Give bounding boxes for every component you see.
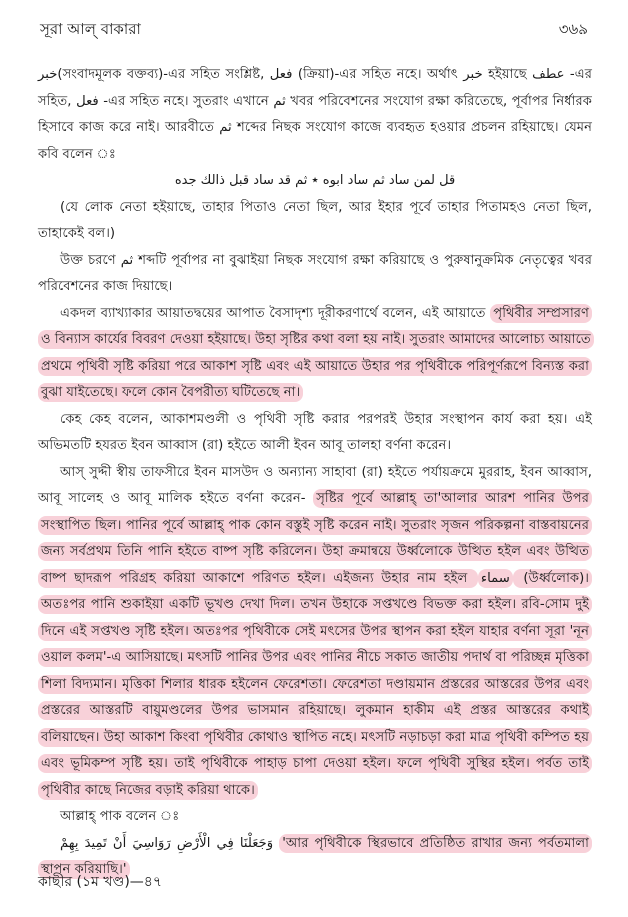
highlighted-passage: পৃথিবীর সম্প্রসারণ ও বিন্যাস কার্যের বিবরণ দেওয়া হইয়াছে। উহা সৃষ্টির কথা বলা হয় নাই। সুতরাং আমাদের আলোচ্য আয়াতে প্রথমে পৃথিবী সৃষ্টি করিয়া পরে আকাশ সৃষ্টি এবং এই আয়াতে উহার পর পৃথিবীকে পরিপূর্ণরূপে বিন্যস্ত করা বুঝা যাইতেছে। ফলে কোন বৈপরীত্য ঘটিতেছে না। bbox=[38, 304, 594, 403]
arabic-word: خبر bbox=[463, 67, 483, 82]
text-run: উক্ত চরণে bbox=[60, 252, 121, 268]
paragraph-6 bbox=[38, 460, 592, 805]
text-run: -এর সহিত নহে। সুতরাং এখানে bbox=[98, 93, 274, 109]
page-footer: কাছীর (১ম খণ্ড)—৪৭ bbox=[38, 874, 162, 890]
text-run: আস্ সুদ্দী স্বীয় তাফসীরে ইবন মাসউদ ও অন্যান্য সাহাবা (রা) হইতে পর্যায়ক্রমে মুররাহ, ইবন আব্বাস, আবূ সালেহ ও আবূ মালিক হইতে বর্ণনা করেন- bbox=[38, 464, 592, 506]
body-text bbox=[38, 62, 592, 884]
paragraph-1 bbox=[38, 62, 592, 168]
paragraph-3 bbox=[38, 248, 592, 301]
page-header bbox=[40, 18, 588, 42]
quran-verse: وَجَعَلْنَا فِي الْأَرْضِ رَوَاسِيَ أَنْ تَمِيدَ بِهِمْ bbox=[60, 835, 274, 851]
highlighted-passage: সৃষ্টির পূর্বে আল্লাহ্ তা'আলার আরশ পানির উপর সংস্থাপিত ছিল। পানির পূর্বে আল্লাহ্ পাক কোন বস্তুই সৃষ্টি করেন নাই। সুতরাং সৃজন পরিকল্পনা বাস্তবায়নের জন্য সর্বপ্রথম তিনি পানি হইতে বাষ্প সৃষ্টি করিলেন। উহা ক্রমান্বয়ে উর্ধ্বলোকে উত্থিত হইল এবং উত্থিত বাষ্প ছাদরূপ পরিগ্রহ করিয়া আকাশে পরিণত হইল। এইজন্য উহার নাম হইল bbox=[38, 489, 592, 588]
arabic-word: ثم bbox=[120, 252, 134, 268]
highlighted-translation: 'আর পৃথিবীকে স্থিরভাবে প্রতিষ্ঠিত রাখার জন্য পর্বতমালা স্থাপন করিয়াছি।' bbox=[38, 834, 592, 880]
arabic-word: عطف bbox=[532, 67, 565, 82]
text-run: হইয়াছে bbox=[482, 67, 533, 82]
text-run: শব্দটি পূর্বাপর না বুঝাইয়া নিছক সংযোগ রক্ষা করিয়াছে ও পুরুষানুক্রমিক নেতৃত্বের খবর পরিবেশনের কাজ দিয়াছে। bbox=[38, 252, 592, 294]
text-run: -এর সহিত, bbox=[38, 67, 592, 109]
text-run: (ক্রিয়া)-এর সহিত নহে। অর্থাৎ bbox=[292, 67, 464, 82]
arabic-word: خبر bbox=[38, 67, 58, 82]
text-run: শব্দের নিছক সংযোগ কাজে ব্যবহৃত হওয়ার প্রচলন রহিয়াছে। যেমন কবি বলেন ঃ bbox=[38, 120, 592, 162]
poem-verse: قل لمن ساد ثم ساد ابوه ٭ ثم قد ساد قبل ذالك جده bbox=[174, 173, 456, 188]
arabic-word: ثم bbox=[273, 93, 286, 109]
paragraph-2: (যে লোক নেতা হইয়াছে, তাহার পিতাও নেতা ছিল, আর ইহার পূর্বে তাহার পিতামহও নেতা ছিল, তাহাকেই বল।) bbox=[38, 199, 592, 241]
running-title: সূরা আল্ বাকারা bbox=[40, 20, 141, 38]
text-run: খবর পরিবেশনের সংযোগ রক্ষা করিতেছে, পূর্বাপর নির্ধারক হিসাবে কাজ করে নাই। আরবীতে bbox=[38, 93, 592, 135]
arabic-word: فعل bbox=[76, 93, 99, 109]
highlighted-passage: (উর্ধ্বলোক)। অতঃপর পানি শুকাইয়া একটি ভূখণ্ড দেখা দিল। তখন উহাকে সপ্তখণ্ডে বিভক্ত করা হইল। রবি-সোম দুই দিনে এই সপ্তখণ্ড সৃষ্টি হইল। অতঃপর পৃথিবীকে সেই মৎসের উপর স্থাপন করা হইল যাহার বর্ণনা সূরা 'নূন ওয়াল কলম'-এ আসিয়াছে। মৎসটি পানির উপর এবং পানির নীচে সকাত জাতীয় পদার্থ বা পরিচ্ছন্ন মৃত্তিকা শিলা বিদ্যমান। মৃত্তিকা শিলার ধারক হইলেন ফেরেশতা। ফেরেশতা দণ্ডায়মান প্রস্তরের আস্তরের উপর এবং প্রস্তরের আস্তরটি বায়ুমণ্ডলের উপর ভাসমান রহিয়াছে। লুকমান হাকীম এই প্রস্তর আস্তরের কথাই বলিয়াছেন। উহা আকাশ কিংবা পৃথিবীর কোথাও স্থাপিত নহে। মৎসটি নড়াচড়া করা মাত্র পৃথিবী কম্পিত হয় এবং ভূমিকম্প সৃষ্টি হয়। তাই পৃথিবীকে পাহাড় চাপা দেওয়া হইল। ফলে পৃথিবী সুস্থির হইল। পর্বত তাই পৃথিবীর কাছে নিজের বড়াই করিয়া থাকে। bbox=[38, 569, 592, 800]
arabic-word: سماء bbox=[478, 569, 513, 588]
paragraph-7: আল্লাহ্ পাক বলেন ঃ bbox=[60, 809, 180, 824]
arabic-word: ثم bbox=[219, 120, 232, 135]
text-run: একদল ব্যাখ্যাকার আয়াতদ্বয়ের আপাত বৈসাদৃশ্য দূরীকরণার্থে বলেন, এই আয়াতে bbox=[60, 305, 491, 321]
arabic-word: فعل bbox=[269, 67, 293, 82]
text-run: (সংবাদমূলক বক্তব্য)-এর সহিত সংশ্লিষ্ট, bbox=[57, 67, 270, 82]
page-number: ৩৬৯ bbox=[558, 20, 588, 38]
paragraph-4 bbox=[38, 301, 592, 407]
paragraph-5: কেহ কেহ বলেন, আকাশমণ্ডলী ও পৃথিবী সৃষ্টি করার পরপরই উহার সংস্থাপন কার্য করা হয়। এই অভিমতটি হযরত ইবন আব্বাস (রা) হইতে আলী ইবন আবূ তালহা বর্ণনা করেন। bbox=[38, 411, 592, 453]
